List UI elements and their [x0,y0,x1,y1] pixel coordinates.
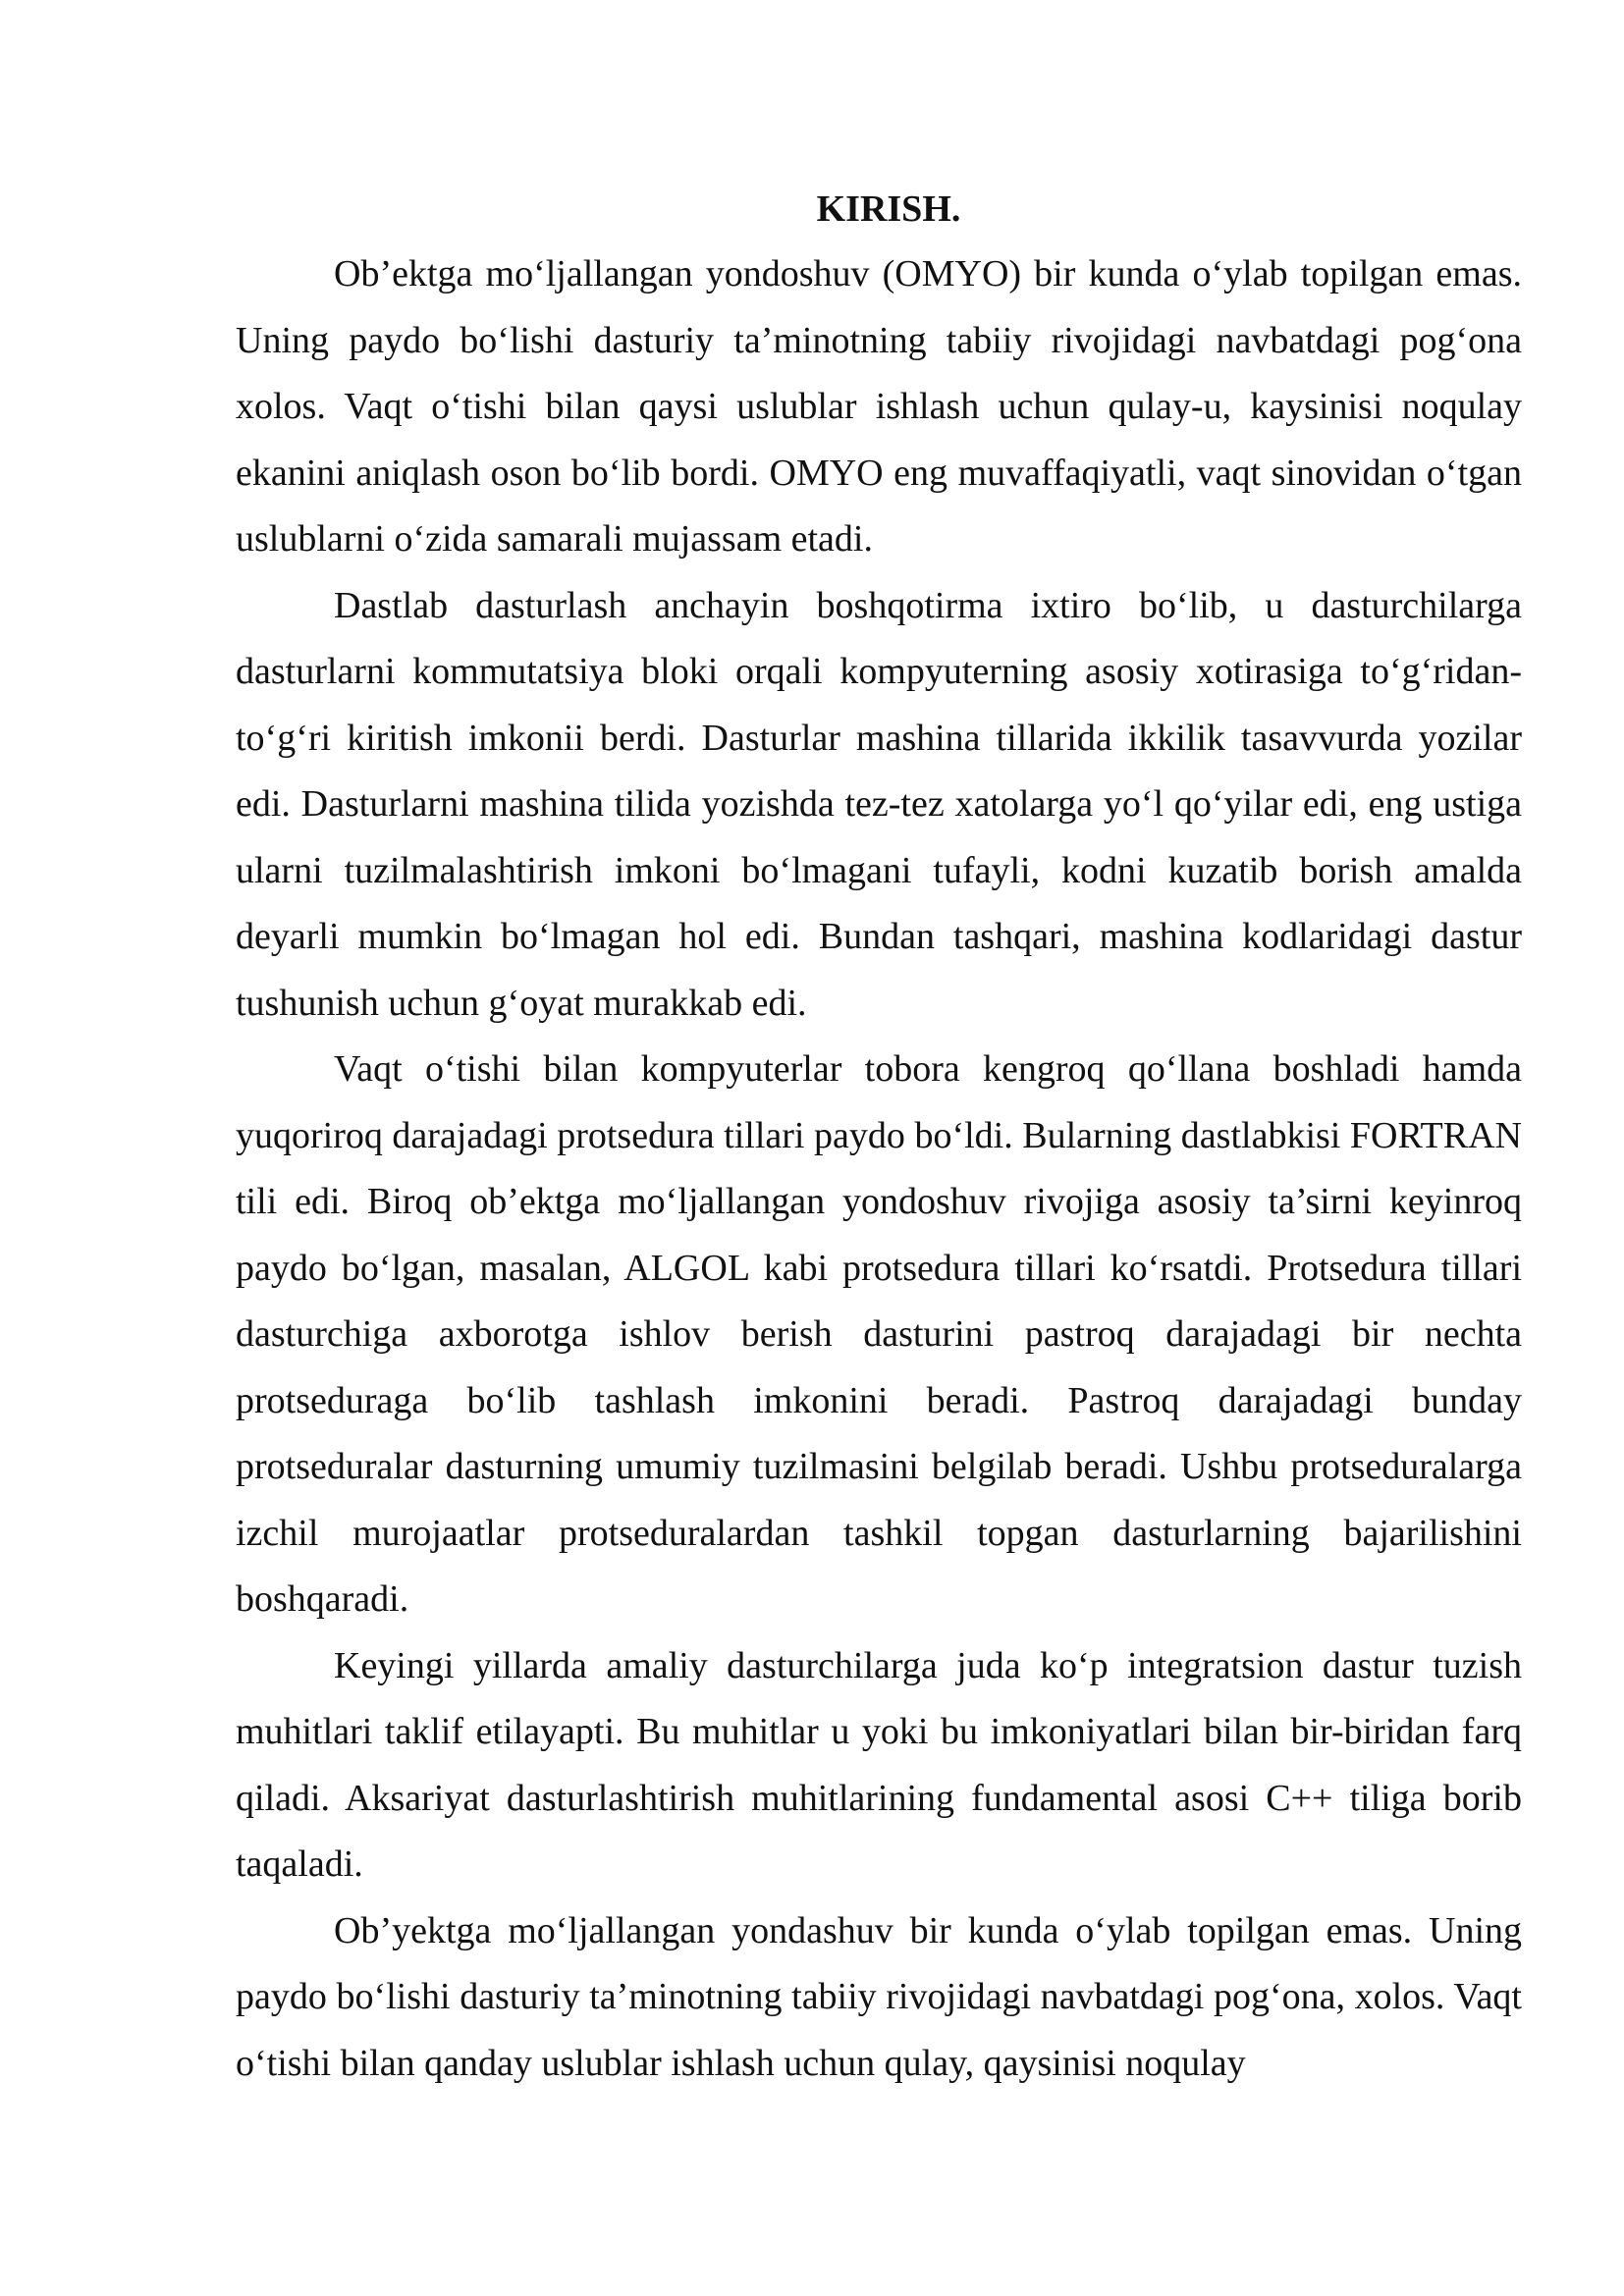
paragraph-2: Dastlab dasturlash anchayin boshqotirma ixtiro bo‘lib, u dasturchilarga dasturlarni kommutatsiya bloki orqali kompyuterning asosiy xotirasiga to‘g‘ridan-to‘g‘ri kiritish imkonii berdi. Dasturlar mashina tillarida ikkilik tasavvurda yozilar edi. Dasturlarni mashina tilida yozishda tez-tez xatolarga yo‘l qo‘yilar edi, eng ustiga ularni tuzilmalashtirish imkoni bo‘lmagani tufayli, kodni kuzatib borish amalda deyarli mumkin bo‘lmagan hol edi. Bundan tashqari, mashina kodlaridagi dastur tushunish uchun g‘oyat murakkab edi. [236,584,1522,1024]
paragraph-3: Vaqt o‘tishi bilan kompyuterlar tobora kengroq qo‘llana boshladi hamda yuqoriroq darajadagi protsedura tillari paydo bo‘ldi. Bularning dastlabkisi FORTRAN tili edi. Biroq ob’ektga mo‘ljallangan yondoshuv rivojiga asosiy ta’sirni keyinroq paydo bo‘lgan, masalan, ALGOL kabi protsedura tillari ko‘rsatdi. Protsedura tillari dasturchiga axborotga ishlov berish dasturini pastroq darajadagi bir nechta protseduraga bo‘lib tashlash imkonini beradi. Pastroq darajadagi bunday protseduralar dasturning umumiy tuzilmasini belgilab beradi. Ushbu protseduralarga izchil murojaatlar protseduralardan tashkil topgan dasturlarning bajarilishini boshqaradi. [236,1048,1522,1620]
paragraph-1: Ob’ektga mo‘ljallangan yondoshuv (OMYO) bir kunda o‘ylab topilgan emas. Uning paydo bo‘lishi dasturiy ta’minotning tabiiy rivojidagi navbatdagi pog‘ona xolos. Vaqt o‘tishi bilan qaysi uslublar ishlash uchun qulay-u, kaysinisi noqulay ekanini aniqlash oson bo‘lib bordi. OMYO eng muvaffaqiyatli, vaqt sinovidan o‘tgan uslublarni o‘zida samarali mujassam etadi. [236,253,1522,560]
page-title: KIRISH. [816,188,961,230]
document-body [236,185,1522,2097]
paragraph-5: Ob’yektga mo‘ljallangan yondashuv bir kunda o‘ylab topilgan emas. Uning paydo bo‘lishi dasturiy ta’minotning tabiiy rivojidagi navbatdagi pog‘ona, xolos. Vaqt o‘tishi bilan qanday uslublar ishlash uchun qulay, qaysinisi noqulay [236,1909,1522,2084]
paragraph-4: Keyingi yillarda amaliy dasturchilarga juda ko‘p integratsion dastur tuzish muhitlari taklif etilayapti. Bu muhitlar u yoki bu imkoniyatlari bilan bir-biridan farq qiladi. Aksariyat dasturlashtirish muhitlarining fundamental asosi C++ tiliga borib taqaladi. [236,1644,1522,1885]
